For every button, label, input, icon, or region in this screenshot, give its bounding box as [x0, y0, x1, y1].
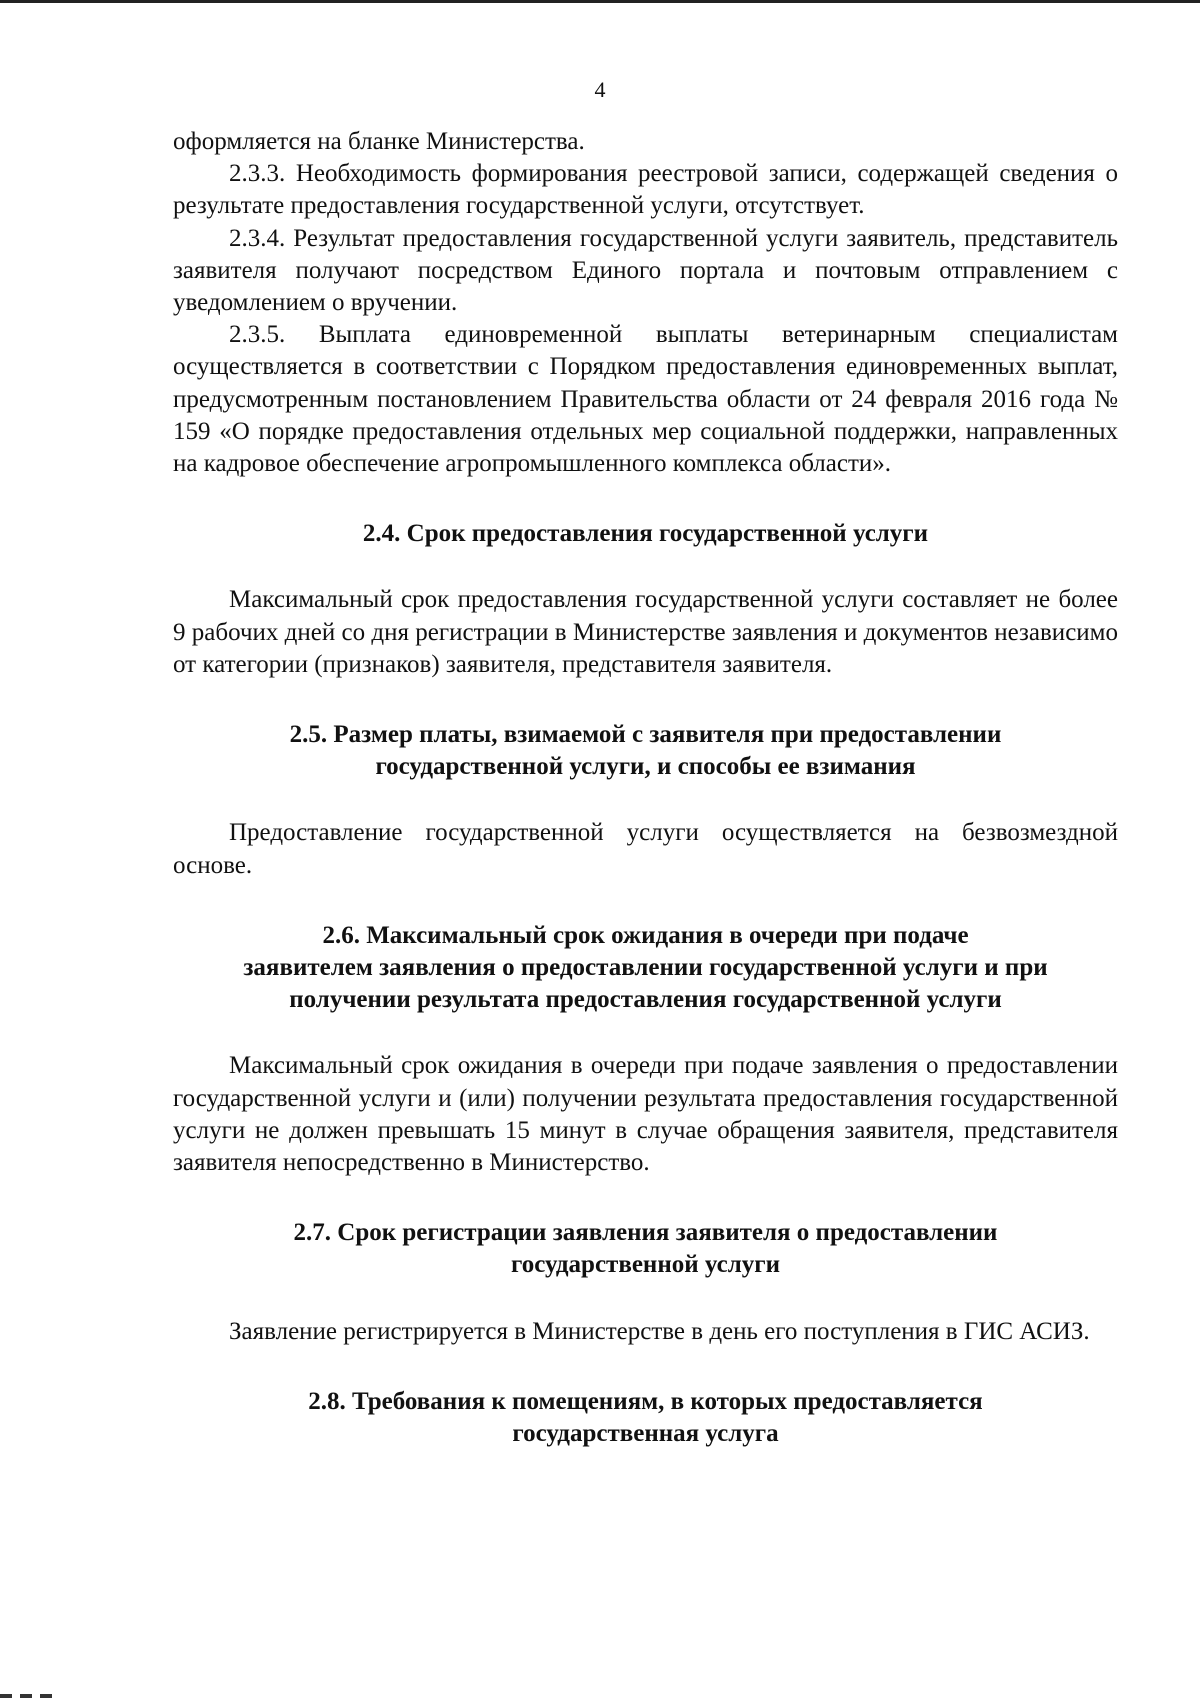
- heading-2-6-line-3: получении результата предоставления государственной услуги: [289, 986, 1002, 1014]
- paragraph-2-7-body: Заявление регистрируется в Министерстве в день его поступления в ГИС АСИЗ.: [229, 1317, 1090, 1345]
- document-body: [173, 126, 1118, 1450]
- paragraph-2-3-5: 2.3.5. Выплата единовременной выплаты ветеринарным специалистам осуществляется в соответствии с Порядком предоставления единовременных выплат, предусмотренным постановлением Правительства области от 24 февраля 2016 года № 159 «О порядке предоставления отдельных мер социальной поддержки, направленных на кадровое обеспечение агропромышленного комплекса области».: [173, 321, 1118, 478]
- paragraph-continuation: оформляется на бланке Министерства.: [173, 128, 585, 155]
- heading-2-8-line-1: 2.8. Требования к помещениям, в которых предоставляется: [308, 1387, 983, 1415]
- heading-2-6-line-2: заявителем заявления о предоставлении государственной услуги и при: [243, 954, 1048, 982]
- heading-2-8-line-2: государственная услуга: [512, 1420, 779, 1448]
- paragraph-2-6-body: Максимальный срок ожидания в очереди при подаче заявления о предоставлении государственной услуги и (или) получении результата предоставления государственной услуги не должен превышать 15 минут в случае обращения заявителя, представителя заявителя непосредственно в Министерство.: [173, 1052, 1118, 1177]
- paragraph-2-5-body: Предоставление государственной услуги осуществляется на безвозмездной основе.: [173, 819, 1118, 879]
- heading-2-5-line-1: 2.5. Размер платы, взимаемой с заявителя при предоставлении: [289, 721, 1002, 749]
- page-number: 4: [594, 77, 606, 102]
- paragraph-2-3-3: 2.3.3. Необходимость формирования реестровой записи, содержащей сведения о результате предоставления государственной услуги, отсутствует.: [173, 160, 1118, 220]
- heading-2-7-line-1: 2.7. Срок регистрации заявления заявителя о предоставлении: [293, 1219, 998, 1247]
- heading-2-7-line-2: государственной услуги: [510, 1251, 781, 1279]
- paragraph-2-3-4: 2.3.4. Результат предоставления государственной услуги заявитель, представитель заявителя получают посредством Единого портала и почтовым отправлением с уведомлением о вручении.: [173, 224, 1118, 317]
- heading-2-6-line-1: 2.6. Максимальный срок ожидания в очереди при подаче: [322, 921, 969, 949]
- paragraph-2-4-body: Максимальный срок предоставления государственной услуги составляет не более 9 рабочих дней со дня регистрации в Министерстве заявления и документов независимо от категории (признаков) заявителя, представителя заявителя.: [173, 586, 1118, 678]
- top-border-line: [0, 0, 1200, 3]
- heading-2-4: 2.4. Срок предоставления государственной услуги: [362, 520, 929, 548]
- heading-2-5-line-2: государственной услуги, и способы ее взимания: [375, 753, 916, 781]
- scan-edge-mark: [0, 1694, 60, 1698]
